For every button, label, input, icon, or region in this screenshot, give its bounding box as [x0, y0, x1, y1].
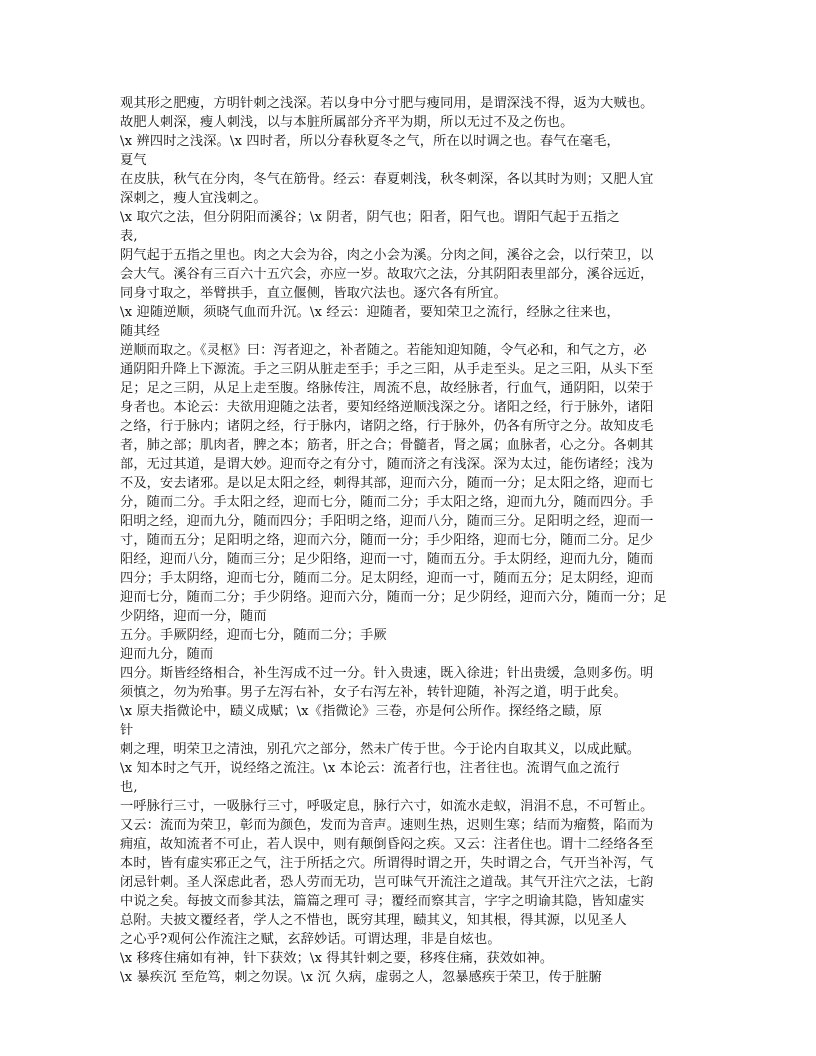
text-line: 四分。斯皆经络相合，补生泻成不过一分。针入贵速，既入徐进；针出贵缓，急则多伤。明 [120, 666, 654, 681]
text-line [120, 987, 710, 1006]
text-line: 夏气 [120, 153, 147, 168]
text-line: 总附。夫披文覆经者，学人之不惜也，既穷其理，赜其义，知其根，得其源，以见圣人 [120, 913, 627, 928]
text-line: 迎而九分，随而 [120, 647, 214, 662]
text-line: 又云：流而为荣卫，彰而为颜色，发而为音声。速则生热，迟则生寒；结而为瘤赘，陷而为 [120, 818, 654, 833]
text-line: 四分；手太阴络，迎而七分，随而二分。足太阴经，迎而一寸，随而五分；足太阴经，迎而 [120, 571, 654, 586]
text-line: 也, [120, 780, 138, 795]
text-line: 身者也。本论云：夫欲用迎随之法者，要知经络逆顺浅深之分。诸阳之经，行于脉外，诸阳 [120, 400, 654, 415]
text-line: 逆顺而取之。《灵枢》曰：泻者迎之，补者随之。若能知迎知随，令气必和，和气之方，必 [120, 343, 647, 358]
text-line: 表, [120, 229, 138, 244]
text-line: 刺之理，明荣卫之清浊，别孔穴之部分，然未广传于世。今于论内自取其义，以成此赋。 [120, 742, 641, 757]
text-line: 会大气。溪谷有三百六十五穴会，亦应一岁。故取穴之法，分其阴阳表里部分，溪谷远近， [120, 267, 654, 282]
text-line: 须慎之，勿为殆事。男子左泻右补，女子右泻左补，转针迎随，补泻之道，明于此矣。 [120, 685, 627, 700]
text-line: 少阴络，迎而一分，随而 [120, 609, 267, 624]
text-line: 通阴阳升降上下源流。手之三阴从脏走至手；手之三阳，从手走至头。足之三阳，从头下至 [120, 362, 654, 377]
text-line: 分，随而二分。手太阳之经，迎而七分，随而二分；手太阳之络，迎而九分，随而四分。手 [120, 495, 654, 510]
text-line: \x 知本时之气开，说经络之流注。\x 本论云：流者行也，注者往也。流谓气血之流行 [120, 761, 620, 776]
text-line: 痈疽，故知流者不可止，若人误中，则有颠倒昏闷之疾。又云：注者住也。谓十二经络各至 [120, 837, 654, 852]
text-line: 五分。手厥阴经，迎而七分，随而二分；手厥 [120, 628, 387, 643]
document-page [120, 94, 710, 1006]
text-line: 阳经，迎而八分，随而三分；足少阳络，迎而一寸，随而五分。手太阴经，迎而九分，随而 [120, 552, 654, 567]
text-line: 故肥人刺深，瘦人刺浅，以与本脏所属部分齐平为期，所以无过不及之伤也。 [120, 115, 574, 130]
text-line: 迎而七分，随而二分；手少阴络。迎而六分，随而一分；足少阴经，迎而六分，随而一分；足 [120, 590, 667, 605]
text-line: 一呼脉行三寸，一吸脉行三寸，呼吸定息，脉行六寸，如流水走蚁，涓涓不息，不可暂止。 [120, 799, 654, 814]
text-line: 随其经 [120, 324, 161, 339]
text-line: 针 [120, 723, 134, 738]
text-line: 闭忌针刺。圣人深虑此者，恐人劳而无功，岂可昧气开流注之道哉。其气开注穴之法，七韵 [120, 875, 654, 890]
text-line: 在皮肤，秋气在分肉，冬气在筋骨。经云：春夏刺浅，秋冬刺深，各以其时为则；又肥人宜 [120, 172, 654, 187]
text-line: \x 移疼住痛如有神，针下获效；\x 得其针刺之要，移疼住痛，获效如神。 [120, 951, 554, 966]
text-line: 深刺之，瘦人宜浅刺之。 [120, 191, 267, 206]
text-line: \x 原夫指微论中，赜义成赋；\x《指微论》三卷，亦是何公所作。探经络之赜，原 [120, 704, 603, 719]
text-line: 同身寸取之，举臂拱手，直立偃侧，皆取穴法也。逐穴各有所宜。 [120, 286, 507, 301]
text-line: 部，无过其道，是谓大妙。迎而夺之有分寸，随而济之有浅深。深为太过，能伤诸经；浅为 [120, 457, 654, 472]
text-line: \x 辨四时之浅深。\x 四时者，所以分春秋夏冬之气，所在以时调之也。春气在毫毛， [120, 134, 620, 149]
text-line: 足；足之三阴，从足上走至腹。络脉传注，周流不息，故经脉者，行血气，通阴阳，以荣于 [120, 381, 654, 396]
text-line: 之络，行于脉内；诸阴之经，行于脉内，诸阴之络，行于脉外，仍各有所守之分。故知皮毛 [120, 419, 654, 434]
text-line: 阳明之经，迎而九分，随而四分；手阳明之络，迎而八分，随而三分。足阳明之经，迎而一 [120, 514, 654, 529]
text-line: \x 迎随逆顺，须晓气血而升沉。\x 经云：迎随者，要知荣卫之流行，经脉之往来也， [120, 305, 620, 320]
text-line: 阴气起于五指之里也。肉之大会为谷，肉之小会为溪。分肉之间，溪谷之会，以行荣卫，以 [120, 248, 654, 263]
text-line: 中说之矣。每披文而参其法，篇篇之理可 寻；覆经而察其言，字字之明谕其隐，皆知虚实 [120, 894, 645, 909]
text-line: 之心乎?观何公作流注之赋，玄辞妙话。可谓达理，非是自炫也。 [120, 932, 501, 947]
text-line: 寸，随而五分；足阳明之络，迎而六分，随而一分；手少阳络，迎而七分，随而二分。足少 [120, 533, 654, 548]
text-line: 本时，皆有虚实邪正之气，注于所括之穴。所谓得时谓之开，失时谓之合，气开当补泻，气 [120, 856, 654, 871]
text-line: 者，肺之部；肌肉者，脾之本；筋者，肝之合；骨髓者，肾之属；血脉者，心之分。各刺其 [120, 438, 654, 453]
text-line: \x 暴疾沉 至危笃，刺之勿误。\x 沉 久病，虚弱之人，忽暴感疾于荣卫，传于脏腑 [120, 970, 602, 985]
text-line: 不及，安去诸邪。是以足太阳之经，刺得其部，迎而六分，随而一分；足太阳之络，迎而七 [120, 476, 654, 491]
text-line: \x 取穴之法，但分阴阳而溪谷；\x 阴者，阴气也；阳者，阳气也。谓阳气起于五指之 [120, 210, 620, 225]
text-line: 观其形之肥瘦，方明针刺之浅深。若以身中分寸肥与瘦同用，是谓深浅不得，返为大贼也。 [120, 96, 654, 111]
